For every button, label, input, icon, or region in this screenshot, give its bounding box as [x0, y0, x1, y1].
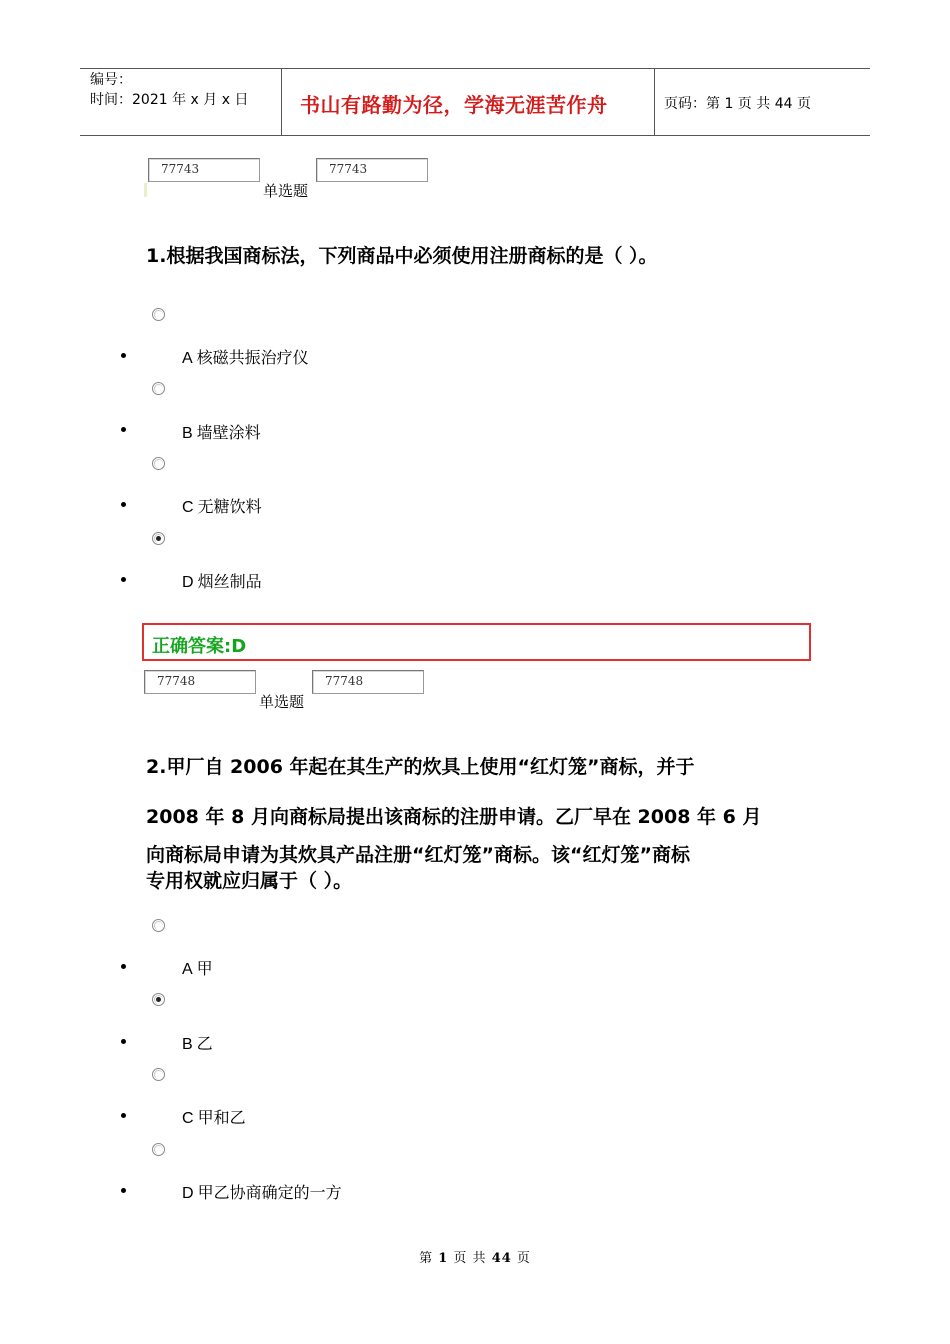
option-text: 甲 [196, 959, 213, 978]
header-bottom-rule [80, 135, 870, 136]
option-a-radio[interactable] [152, 919, 165, 932]
question-type-label: 单选题 [259, 693, 305, 711]
page-footer [0, 1247, 950, 1266]
option-a-label[interactable] [182, 345, 309, 368]
option-text: 无糖饮料 [197, 497, 262, 516]
question-type-label: 单选题 [263, 182, 309, 200]
header-divider [654, 68, 655, 135]
option-d-label[interactable] [182, 1180, 342, 1203]
option-b-label[interactable] [182, 420, 261, 443]
option-letter: C [182, 1110, 194, 1127]
option-text: 烟丝制品 [197, 572, 262, 591]
list-bullet [121, 1039, 126, 1044]
list-bullet [121, 502, 126, 507]
option-text: 墙壁涂料 [196, 423, 261, 442]
question-2-line: 2008 年 8 月向商标局提出该商标的注册申请。乙厂早在 2008 年 6 月 [146, 806, 762, 828]
option-letter: A [182, 350, 193, 367]
option-letter: D [182, 574, 194, 591]
option-text: 甲乙协商确定的一方 [197, 1183, 342, 1202]
id-marker [144, 183, 147, 197]
footer-mid: 页 共 [453, 1251, 487, 1266]
option-letter: B [182, 425, 193, 442]
correct-answer-text: 正确答案:D [152, 636, 247, 657]
header-divider [281, 68, 282, 135]
footer-prefix: 第 [419, 1251, 434, 1266]
header-motto: 书山有路勤为径，学海无涯苦作舟 [300, 93, 608, 117]
option-text: 乙 [196, 1034, 213, 1053]
question-id-field[interactable]: 77743 [316, 158, 428, 182]
option-letter: C [182, 499, 194, 516]
doc-time-label: 时间：2021 年 x 月 x 日 [90, 92, 249, 108]
option-d-radio[interactable] [152, 1143, 165, 1156]
option-b-radio[interactable] [152, 382, 165, 395]
option-a-label[interactable] [182, 956, 213, 979]
doc-number-label: 编号： [90, 72, 132, 88]
option-text: 核磁共振治疗仪 [196, 348, 309, 367]
footer-page-number: 1 [438, 1251, 449, 1266]
list-bullet [121, 353, 126, 358]
question-id-field[interactable]: 77748 [144, 670, 256, 694]
list-bullet [121, 964, 126, 969]
option-c-radio[interactable] [152, 457, 165, 470]
option-c-radio[interactable] [152, 1068, 165, 1081]
option-c-label[interactable] [182, 494, 262, 517]
correct-answer-box [142, 623, 811, 661]
footer-total-pages: 44 [491, 1251, 512, 1266]
list-bullet [121, 1113, 126, 1118]
option-letter: D [182, 1185, 194, 1202]
header-page-info: 页码：第 1 页 共 44 页 [664, 96, 811, 112]
option-b-label[interactable] [182, 1031, 213, 1054]
question-id-field[interactable]: 77743 [148, 158, 260, 182]
option-b-radio[interactable] [152, 993, 165, 1006]
option-d-label[interactable] [182, 569, 262, 592]
question-id-field[interactable]: 77748 [312, 670, 424, 694]
option-c-label[interactable] [182, 1105, 246, 1128]
option-letter: B [182, 1036, 193, 1053]
option-letter: A [182, 961, 193, 978]
question-2-line: 专用权就应归属于（ ）。 [146, 870, 353, 892]
option-d-radio[interactable] [152, 532, 165, 545]
list-bullet [121, 1188, 126, 1193]
footer-suffix: 页 [516, 1251, 531, 1266]
header-top-rule [80, 68, 870, 69]
option-a-radio[interactable] [152, 308, 165, 321]
list-bullet [121, 427, 126, 432]
list-bullet [121, 577, 126, 582]
option-text: 甲和乙 [197, 1108, 246, 1127]
question-2-line: 2.甲厂自 2006 年起在其生产的炊具上使用“红灯笼”商标，并于 [146, 756, 695, 778]
question-2-line: 向商标局申请为其炊具产品注册“红灯笼”商标。该“红灯笼”商标 [146, 844, 690, 866]
question-1-text: 1.根据我国商标法，下列商品中必须使用注册商标的是（ ）。 [146, 245, 658, 267]
